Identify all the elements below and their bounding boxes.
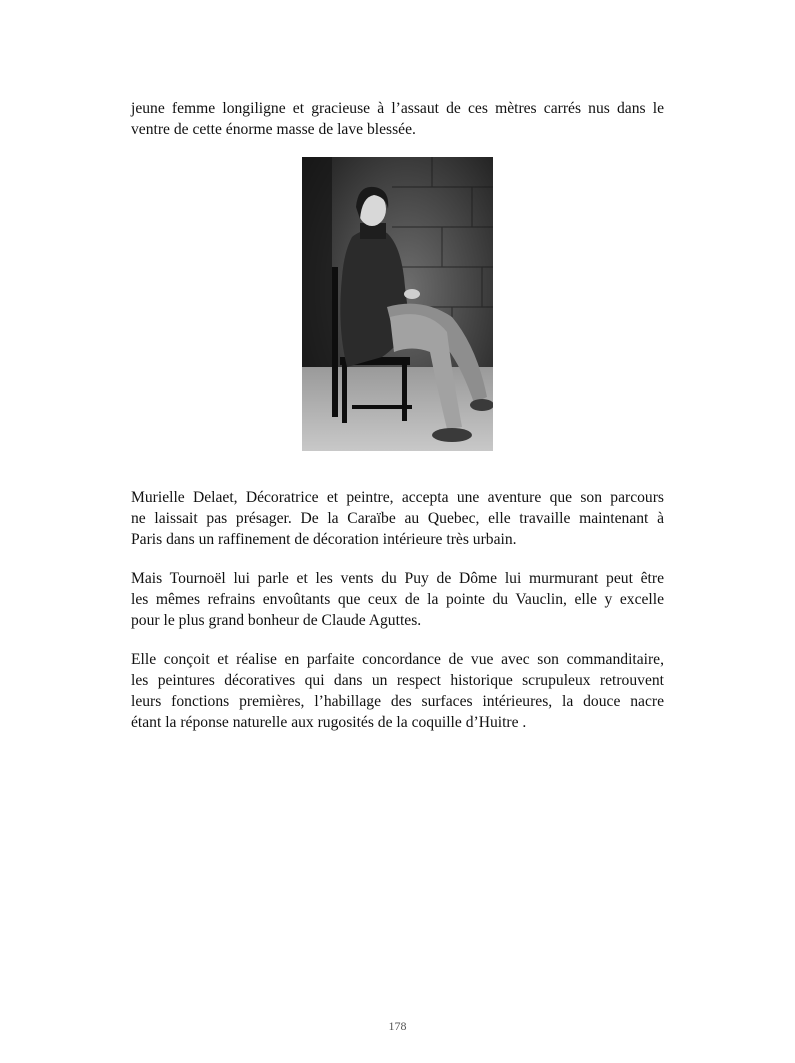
text-line: pour le plus grand bonheur de Claude Aguttes. bbox=[131, 612, 422, 629]
text-line: Mais Tournoël lui parle et les vents du Puy de Dôme lui murmurant peut être bbox=[131, 570, 664, 587]
text-line: ventre de cette énorme masse de lave blessée. bbox=[131, 121, 416, 138]
text-line: Paris dans un raffinement de décoration intérieure très urbain. bbox=[131, 531, 517, 548]
paragraph-tournoel bbox=[131, 568, 664, 631]
text-line: Murielle Delaet, Décoratrice et peintre, accepta une aventure que son parcours bbox=[131, 489, 664, 506]
text-line: les peintures décoratives qui dans un respect historique scrupuleux retrouvent bbox=[131, 672, 664, 689]
text-line: Elle conçoit et réalise en parfaite concordance de vue avec son commanditaire, bbox=[131, 651, 664, 668]
text-line: étant la réponse naturelle aux rugosités de la coquille d’Huitre . bbox=[131, 714, 527, 731]
text-line: ne laissait pas présager. De la Caraïbe au Quebec, elle travaille maintenant à bbox=[131, 510, 664, 527]
paragraph-decorative-paintings bbox=[131, 649, 664, 733]
text-line: jeune femme longiligne et gracieuse à l’assaut de ces mètres carrés nus dans le bbox=[131, 100, 664, 117]
paragraph-biography bbox=[131, 487, 664, 550]
page-number: 178 bbox=[388, 1019, 407, 1033]
paragraph-intro bbox=[131, 98, 664, 140]
text-line: les mêmes refrains envoûtants que ceux de la pointe du Vauclin, elle y excelle bbox=[131, 591, 664, 608]
portrait-photo bbox=[302, 157, 493, 451]
text-line: leurs fonctions premières, l’habillage des surfaces intérieures, la douce nacre bbox=[131, 693, 664, 710]
